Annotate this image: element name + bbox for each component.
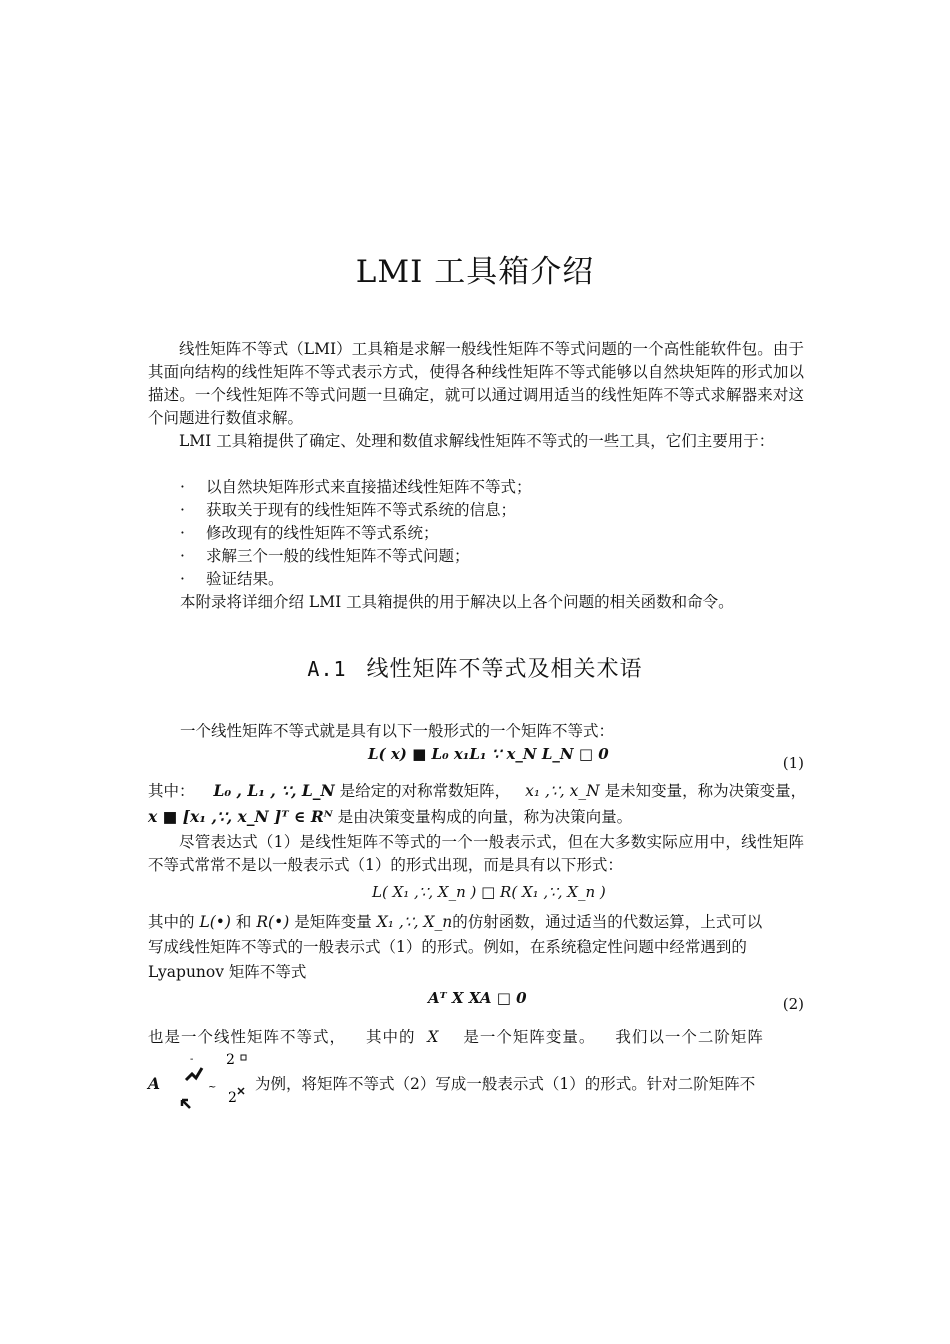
- intro-paragraph-3: 本附录将详细介绍 LMI 工具箱提供的用于解决以上各个问题的相关函数和命令。: [180, 593, 734, 611]
- decision-vector: x ■ [x₁ ,∵, x_N ]ᵀ ∈ Rᴺ: [148, 807, 333, 826]
- bullet-icon: ·: [180, 547, 185, 565]
- svg-text:~: ~: [208, 1082, 217, 1093]
- section-number: A.1: [307, 657, 347, 681]
- equation-affine: L( X₁ ,∵, X_n ) □ R( X₁ ,∵, X_n ): [372, 883, 606, 901]
- equation-2: Aᵀ X XA □ 0: [428, 989, 527, 1007]
- body-paragraph-4: 尽管表达式（1）是线性矩阵不等式的一个一般表示式，但在大多数实际应用中，线性矩阵不等式常常不是以一般表示式（1）的形式出现，而是具有以下形式：: [148, 833, 804, 874]
- list-item: · 修改现有的线性矩阵不等式系统；: [180, 522, 439, 545]
- body-sentence-1: 一个线性矩阵不等式就是具有以下一般形式的一个矩阵不等式：: [180, 722, 615, 740]
- body-paragraph-5-line-1: 其中的 L(•) 和 R(•) 是矩阵变量 X₁ ,∵, X_n的仿射函数，通过适当的代数运算，上式可以: [148, 913, 763, 931]
- equation-2-label: (2): [782, 995, 804, 1013]
- matrix-a: A: [148, 1074, 161, 1093]
- decision-variables: x₁ ,∵, x_N: [525, 782, 600, 800]
- bullet-icon: ·: [180, 478, 185, 496]
- bullet-icon: ·: [180, 570, 185, 588]
- section-heading: [0, 652, 950, 683]
- equation-1-label: (1): [782, 754, 804, 772]
- list-item: · 以自然块矩阵形式来直接描述线性矩阵不等式；: [180, 476, 532, 499]
- section-title: 线性矩阵不等式及相关术语: [366, 657, 643, 682]
- body-paragraph-6: 也是一个线性矩阵不等式， 其中的 X 是一个矩阵变量。 我们以一个二阶矩阵: [148, 1028, 764, 1046]
- svg-text:-: -: [190, 1054, 194, 1065]
- body-paragraph-5-line-3: Lyapunov 矩阵不等式: [148, 963, 307, 981]
- intro-paragraph-2: LMI 工具箱提供了确定、处理和数值求解线性矩阵不等式的一些工具，它们主要用于：: [179, 432, 775, 450]
- list-item: · 获取关于现有的线性矩阵不等式系统的信息；: [180, 499, 516, 522]
- bullet-icon: ·: [180, 524, 185, 542]
- page-title: LMI 工具箱介绍: [355, 254, 595, 290]
- svg-text:2: 2: [226, 1052, 235, 1068]
- where-line-2: x ■ [x₁ ,∵, x_N ]ᵀ ∈ Rᴺ 是由决策变量构成的向量，称为决策向量。: [148, 807, 633, 826]
- constant-matrices: L₀ , L₁ , ∵, L_N: [213, 781, 335, 800]
- list-item: · 验证结果。: [180, 568, 284, 591]
- intro-paragraph-1: 线性矩阵不等式（LMI）工具箱是求解一般线性矩阵不等式问题的一个高性能软件包。由于其面向结构的线性矩阵不等式表示方式，使得各种线性矩阵不等式能够以自然块矩阵的形式加以描述。一个线性矩阵不等式问题一旦确定，就可以通过调用适当的线性矩阵不等式求解器来对这个问题进行数值求解。: [148, 340, 804, 427]
- bullet-icon: ·: [180, 501, 185, 519]
- where-line-1: 其中： L₀ , L₁ , ∵, L_N 是给定的对称常数矩阵， x₁ ,∵, x_N 是未知变量，称为决策变量，: [148, 781, 807, 800]
- list-item: · 求解三个一般的线性矩阵不等式问题；: [180, 545, 470, 568]
- svg-text:2: 2: [228, 1090, 237, 1106]
- equation-1: L( x) ■ L₀ x₁L₁ ∵ x_N L_N □ 0: [368, 745, 609, 763]
- body-paragraph-5-line-2: 写成线性矩阵不等式的一般表示式（1）的形式。例如，在系统稳定性问题中经常遇到的: [148, 938, 747, 956]
- body-paragraph-7: A 为例，将矩阵不等式（2）写成一般表示式（1）的形式。针对二阶矩阵不: [148, 1074, 756, 1093]
